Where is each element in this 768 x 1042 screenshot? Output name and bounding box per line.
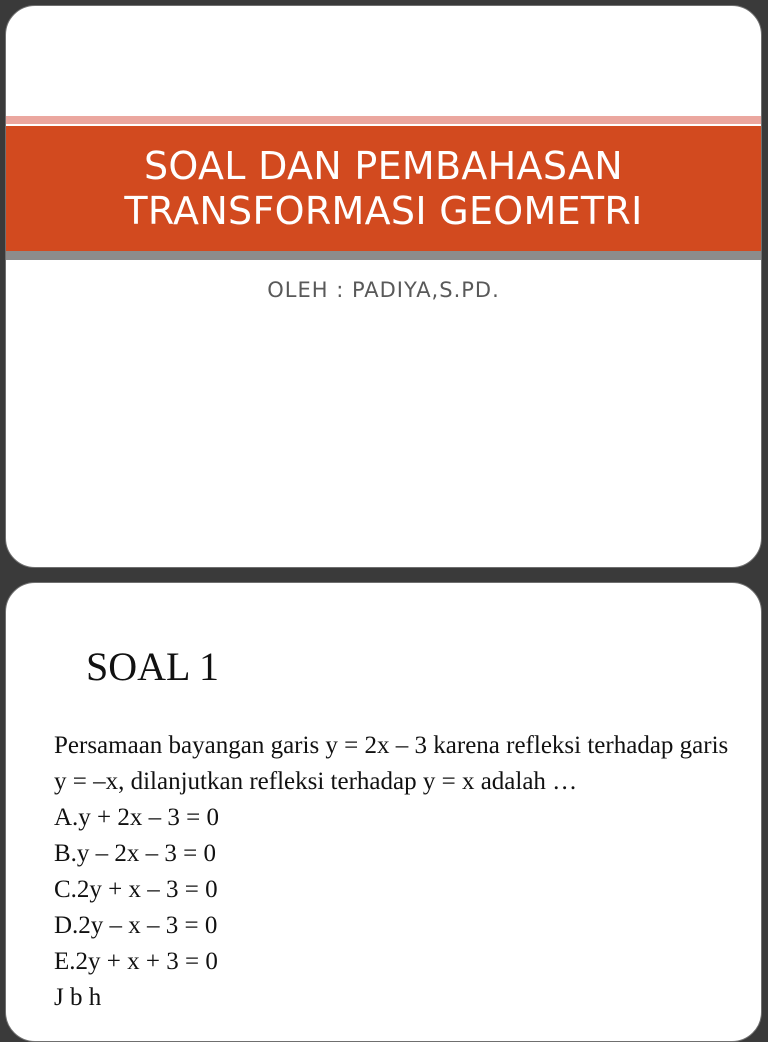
answer-option-c: C.2y + x – 3 = 0 <box>54 876 218 903</box>
answer-option-a: A.y + 2x – 3 = 0 <box>54 804 220 831</box>
title-band-accent-line <box>6 116 761 124</box>
author-subtitle: OLEH : PADIYA,S.PD. <box>267 278 500 302</box>
question-heading: SOAL 1 <box>86 644 219 689</box>
question-text: Persamaan bayangan garis y = 2x – 3 karena refleksi terhadap garis y = –x, dilanjutkan refleksi terhadap y = x adalah … <box>54 732 729 795</box>
question-slide <box>5 582 762 1042</box>
title-band <box>6 126 761 251</box>
answer-option-e: E.2y + x + 3 = 0 <box>54 948 218 975</box>
title-line-1: SOAL DAN PEMBAHASAN <box>144 143 623 188</box>
title-line-2: TRANSFORMASI GEOMETRI <box>124 188 643 233</box>
answer-partial-line: J b h <box>54 984 102 1011</box>
question-body <box>54 728 734 1016</box>
title-slide <box>5 5 762 568</box>
title-band-shadow-line <box>6 251 761 260</box>
answer-option-d: D.2y – x – 3 = 0 <box>54 912 218 939</box>
answer-option-b: B.y – 2x – 3 = 0 <box>54 840 217 867</box>
